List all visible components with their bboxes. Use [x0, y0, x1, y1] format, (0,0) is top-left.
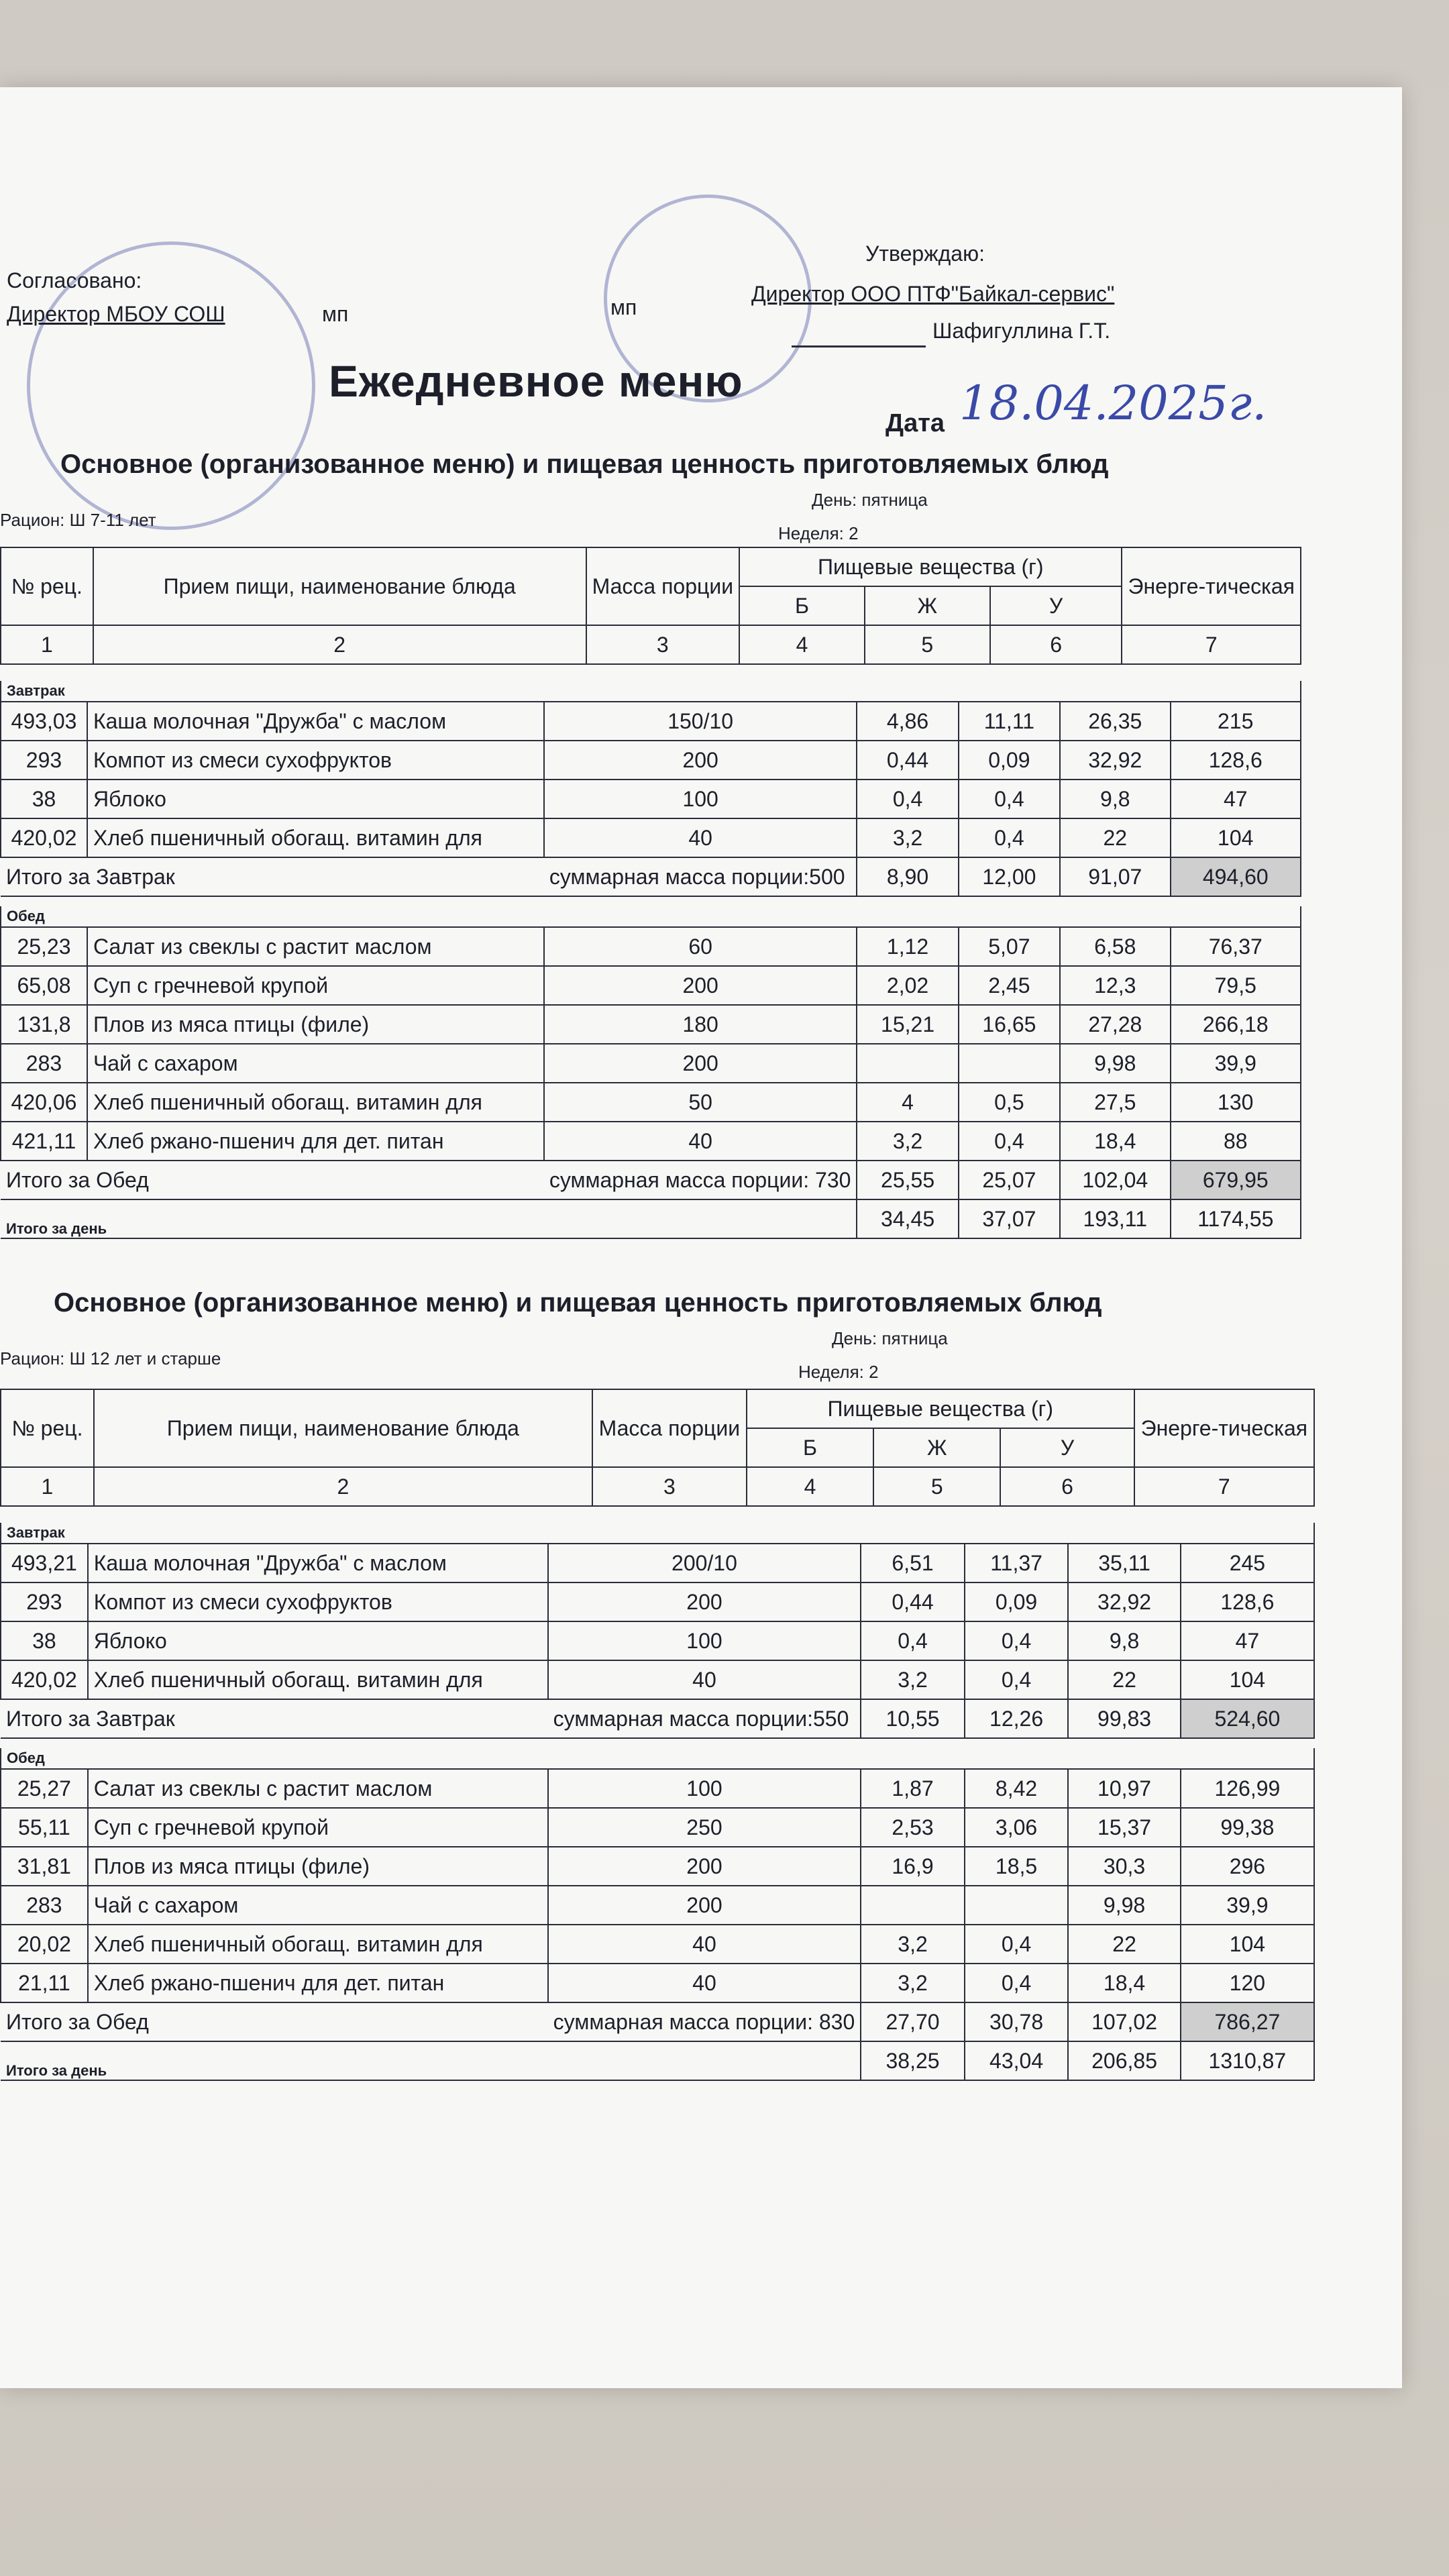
mp-right: мп: [610, 295, 637, 319]
carbs: 6,58: [1060, 927, 1170, 966]
recipe-number: 25,27: [1, 1769, 88, 1808]
table-row: [1, 1005, 1301, 1044]
portion-mass: 200/10: [548, 1544, 861, 1582]
carbs: 12,3: [1060, 966, 1170, 1005]
section2-day: День: пятница: [832, 1328, 948, 1348]
table-row: [1, 1769, 1314, 1808]
protein: 0,44: [857, 741, 958, 780]
table-row: [1, 1544, 1314, 1582]
col-nutrients: Пищевые вещества (г): [739, 547, 1122, 586]
dish-name: Чай с сахаром: [88, 1886, 548, 1925]
carbs: 30,3: [1068, 1847, 1180, 1886]
portion-mass: 180: [544, 1005, 857, 1044]
meal-total-row: [1, 2002, 1314, 2041]
col-u: У: [990, 586, 1122, 625]
recipe-number: 283: [1, 1044, 87, 1083]
fat-total: 12,00: [959, 857, 1060, 896]
protein: 0,4: [861, 1621, 965, 1660]
portion-mass: 200: [544, 741, 857, 780]
col-name: Прием пищи, наименование блюда: [94, 1389, 592, 1467]
dish-name: Хлеб ржано-пшенич для дет. питан: [87, 1122, 544, 1161]
dish-name: Компот из смеси сухофруктов: [88, 1582, 548, 1621]
dish-name: Плов из мяса птицы (филе): [87, 1005, 544, 1044]
fat: 16,65: [959, 1005, 1060, 1044]
meal-total-label: Итого за Обед: [1, 1161, 544, 1199]
protein: 4: [857, 1083, 958, 1122]
carbs: 9,98: [1068, 1886, 1180, 1925]
energy: 126,99: [1181, 1769, 1314, 1808]
col-energy: Энерге-тическая: [1122, 547, 1301, 625]
energy: 39,9: [1181, 1886, 1314, 1925]
col-idx: 1: [1, 1467, 94, 1506]
approve-label: Утверждаю:: [865, 241, 985, 266]
agreed-label: Согласовано:: [7, 268, 142, 292]
table-row: [1, 780, 1301, 818]
protein-total: 27,70: [861, 2002, 965, 2041]
carbs: 32,92: [1060, 741, 1170, 780]
fat: 0,09: [959, 741, 1060, 780]
table-row: [1, 1925, 1314, 1964]
energy: 266,18: [1171, 1005, 1301, 1044]
fat: 3,06: [965, 1808, 1069, 1847]
recipe-number: 65,08: [1, 966, 87, 1005]
carbs-day: 193,11: [1060, 1199, 1170, 1238]
col-b: Б: [747, 1428, 873, 1467]
lunch-label-row: [1, 1748, 1314, 1769]
portion-mass: 50: [544, 1083, 857, 1122]
protein: 3,2: [857, 1122, 958, 1161]
col-idx: 5: [873, 1467, 1000, 1506]
col-idx: 3: [592, 1467, 747, 1506]
fat: 0,4: [965, 1964, 1069, 2002]
lunch-label: Обед: [1, 906, 1301, 927]
energy: 130: [1171, 1083, 1301, 1122]
dish-name: Яблоко: [87, 780, 544, 818]
director-right: Директор ООО ПТФ"Байкал-сервис": [751, 282, 1115, 306]
date-value: 18.04.2025г.: [959, 376, 1267, 431]
protein-total: 10,55: [861, 1699, 965, 1738]
meal-total-mass: суммарная масса порции: 830: [548, 2002, 861, 2041]
fat: 0,4: [965, 1621, 1069, 1660]
carbs: 10,97: [1068, 1769, 1180, 1808]
protein: 6,51: [861, 1544, 965, 1582]
col-u: У: [1000, 1428, 1134, 1467]
col-num: № рец.: [1, 547, 93, 625]
col-idx: 7: [1134, 1467, 1314, 1506]
section1-body-table: [0, 681, 1301, 1239]
col-idx: 2: [94, 1467, 592, 1506]
dish-name: Суп с гречневой крупой: [88, 1808, 548, 1847]
portion-mass: 100: [548, 1621, 861, 1660]
dish-name: Хлеб пшеничный обогащ. витамин для: [87, 818, 544, 857]
col-idx: 4: [739, 625, 865, 664]
energy: 76,37: [1171, 927, 1301, 966]
energy: 128,6: [1181, 1582, 1314, 1621]
meal-total-row: [1, 857, 1301, 896]
recipe-number: 21,11: [1, 1964, 88, 2002]
recipe-number: 55,11: [1, 1808, 88, 1847]
protein-day: 38,25: [861, 2041, 965, 2080]
portion-mass: 40: [548, 1925, 861, 1964]
section1-ration: Рацион: Ш 7-11 лет: [0, 510, 156, 530]
col-name: Прием пищи, наименование блюда: [93, 547, 586, 625]
table-row: [1, 1660, 1314, 1699]
fat: [959, 1044, 1060, 1083]
recipe-number: 493,21: [1, 1544, 88, 1582]
energy-day: 1174,55: [1171, 1199, 1301, 1238]
director-left: Директор МБОУ СОШ: [7, 302, 225, 326]
protein-total: 8,90: [857, 857, 958, 896]
energy: 104: [1181, 1660, 1314, 1699]
fat-day: 43,04: [965, 2041, 1069, 2080]
col-idx: 6: [1000, 1467, 1134, 1506]
page-title: Ежедневное меню: [329, 356, 743, 406]
breakfast-label-row: [1, 681, 1301, 702]
section1-header-table: [0, 547, 1301, 665]
fat-day: 37,07: [959, 1199, 1060, 1238]
lunch-label: Обед: [1, 1748, 1314, 1769]
carbs-total: 102,04: [1060, 1161, 1170, 1199]
dish-name: Каша молочная "Дружба" с маслом: [87, 702, 544, 741]
carbs-total: 91,07: [1060, 857, 1170, 896]
spacer: [1, 896, 1301, 906]
fat: 18,5: [965, 1847, 1069, 1886]
meal-total-mass: суммарная масса порции:500: [544, 857, 857, 896]
protein: 4,86: [857, 702, 958, 741]
protein: 2,53: [861, 1808, 965, 1847]
col-idx: 3: [586, 625, 740, 664]
col-idx: 1: [1, 625, 93, 664]
protein: 2,02: [857, 966, 958, 1005]
table-row: [1, 1582, 1314, 1621]
recipe-number: 31,81: [1, 1847, 88, 1886]
fat: 0,4: [965, 1660, 1069, 1699]
col-idx: 4: [747, 1467, 873, 1506]
carbs: 35,11: [1068, 1544, 1180, 1582]
energy: 39,9: [1171, 1044, 1301, 1083]
portion-mass: 40: [548, 1964, 861, 2002]
dish-name: Хлеб пшеничный обогащ. витамин для: [87, 1083, 544, 1122]
fat: 8,42: [965, 1769, 1069, 1808]
carbs: 9,8: [1060, 780, 1170, 818]
protein-day: 34,45: [857, 1199, 958, 1238]
fat: 0,4: [959, 818, 1060, 857]
table-row: [1, 1964, 1314, 2002]
section2-ration: Рацион: Ш 12 лет и старше: [0, 1348, 221, 1368]
fat: 0,4: [959, 1122, 1060, 1161]
fat: 0,5: [959, 1083, 1060, 1122]
protein: [857, 1044, 958, 1083]
energy: 245: [1181, 1544, 1314, 1582]
carbs-day: 206,85: [1068, 2041, 1180, 2080]
mp-left: мп: [322, 302, 349, 326]
recipe-number: 293: [1, 1582, 88, 1621]
energy: 47: [1171, 780, 1301, 818]
lunch-label-row: [1, 906, 1301, 927]
fat: 2,45: [959, 966, 1060, 1005]
portion-mass: 150/10: [544, 702, 857, 741]
energy: 104: [1181, 1925, 1314, 1964]
protein: 0,44: [861, 1582, 965, 1621]
dish-name: Плов из мяса птицы (филе): [88, 1847, 548, 1886]
energy-total: 494,60: [1171, 857, 1301, 896]
carbs: 27,28: [1060, 1005, 1170, 1044]
col-idx: 7: [1122, 625, 1301, 664]
table-row: [1, 966, 1301, 1005]
recipe-number: 421,11: [1, 1122, 87, 1161]
energy: 99,38: [1181, 1808, 1314, 1847]
fat: 0,4: [959, 780, 1060, 818]
protein: [861, 1886, 965, 1925]
carbs: 22: [1060, 818, 1170, 857]
table-row: [1, 1621, 1314, 1660]
fat: 0,4: [965, 1925, 1069, 1964]
col-mass: Масса порции: [592, 1389, 747, 1467]
col-energy: Энерге-тическая: [1134, 1389, 1314, 1467]
recipe-number: 283: [1, 1886, 88, 1925]
fat: 11,11: [959, 702, 1060, 741]
carbs: 22: [1068, 1660, 1180, 1699]
dish-name: Хлеб пшеничный обогащ. витамин для: [88, 1660, 548, 1699]
dish-name: Хлеб пшеничный обогащ. витамин для: [88, 1925, 548, 1964]
recipe-number: 38: [1, 780, 87, 818]
protein: 3,2: [861, 1964, 965, 2002]
energy: 104: [1171, 818, 1301, 857]
col-zh: Ж: [873, 1428, 1000, 1467]
protein: 3,2: [857, 818, 958, 857]
table-row: [1, 702, 1301, 741]
meal-total-label: Итого за Завтрак: [1, 857, 544, 896]
col-idx: 2: [93, 625, 586, 664]
recipe-number: 25,23: [1, 927, 87, 966]
carbs: 32,92: [1068, 1582, 1180, 1621]
dish-name: Яблоко: [88, 1621, 548, 1660]
col-num: № рец.: [1, 1389, 94, 1467]
protein: 1,12: [857, 927, 958, 966]
fat: 0,09: [965, 1582, 1069, 1621]
signature-line: [792, 345, 926, 347]
portion-mass: 60: [544, 927, 857, 966]
col-idx: 5: [865, 625, 990, 664]
meal-total-label: Итого за Завтрак: [1, 1699, 548, 1738]
protein: 3,2: [861, 1660, 965, 1699]
energy: 215: [1171, 702, 1301, 741]
portion-mass: 200: [548, 1847, 861, 1886]
portion-mass: 200: [544, 1044, 857, 1083]
fat-total: 12,26: [965, 1699, 1069, 1738]
section2-week: Неделя: 2: [798, 1362, 879, 1382]
energy: 88: [1171, 1122, 1301, 1161]
energy-total: 786,27: [1181, 2002, 1314, 2041]
section1-day: День: пятница: [812, 490, 928, 510]
portion-mass: 100: [548, 1769, 861, 1808]
carbs: 22: [1068, 1925, 1180, 1964]
table-row: [1, 741, 1301, 780]
recipe-number: 20,02: [1, 1925, 88, 1964]
day-total-label: Итого за день: [1, 2041, 861, 2080]
spacer-row: [1, 896, 1301, 906]
protein: 16,9: [861, 1847, 965, 1886]
day-total-row: [1, 2041, 1314, 2080]
spacer: [1, 1738, 1314, 1748]
section2-header-table: [0, 1389, 1315, 1507]
table-row: [1, 1886, 1314, 1925]
protein: 1,87: [861, 1769, 965, 1808]
col-b: Б: [739, 586, 865, 625]
table-row: [1, 1122, 1301, 1161]
energy: 128,6: [1171, 741, 1301, 780]
recipe-number: 38: [1, 1621, 88, 1660]
recipe-number: 420,06: [1, 1083, 87, 1122]
dish-name: Чай с сахаром: [87, 1044, 544, 1083]
fat: 11,37: [965, 1544, 1069, 1582]
spacer-row: [1, 1738, 1314, 1748]
col-mass: Масса порции: [586, 547, 740, 625]
section1-week: Неделя: 2: [778, 523, 859, 543]
col-nutrients: Пищевые вещества (г): [747, 1389, 1134, 1428]
energy-day: 1310,87: [1181, 2041, 1314, 2080]
table-row: [1, 818, 1301, 857]
portion-mass: 200: [548, 1582, 861, 1621]
date-label: Дата: [885, 409, 945, 437]
menu-document: [0, 87, 1402, 2388]
protein: 3,2: [861, 1925, 965, 1964]
table-row: [1, 1847, 1314, 1886]
signatory-name: Шафигуллина Г.Т.: [932, 319, 1111, 343]
dish-name: Суп с гречневой крупой: [87, 966, 544, 1005]
recipe-number: 293: [1, 741, 87, 780]
recipe-number: 420,02: [1, 1660, 88, 1699]
section1-subtitle: Основное (организованное меню) и пищевая ценность приготовляемых блюд: [60, 449, 1109, 479]
dish-name: Компот из смеси сухофруктов: [87, 741, 544, 780]
col-zh: Ж: [865, 586, 990, 625]
carbs: 18,4: [1060, 1122, 1170, 1161]
carbs-total: 107,02: [1068, 2002, 1180, 2041]
carbs: 27,5: [1060, 1083, 1170, 1122]
meal-total-mass: суммарная масса порции: 730: [544, 1161, 857, 1199]
table-row: [1, 1083, 1301, 1122]
day-total-label: Итого за день: [1, 1199, 857, 1238]
table-row: [1, 927, 1301, 966]
recipe-number: 420,02: [1, 818, 87, 857]
energy: 296: [1181, 1847, 1314, 1886]
breakfast-label: Завтрак: [1, 1523, 1314, 1544]
fat-total: 25,07: [959, 1161, 1060, 1199]
recipe-number: 131,8: [1, 1005, 87, 1044]
dish-name: Каша молочная "Дружба" с маслом: [88, 1544, 548, 1582]
recipe-number: 493,03: [1, 702, 87, 741]
table-row: [1, 1808, 1314, 1847]
fat: [965, 1886, 1069, 1925]
portion-mass: 200: [548, 1886, 861, 1925]
protein: 0,4: [857, 780, 958, 818]
portion-mass: 250: [548, 1808, 861, 1847]
carbs-total: 99,83: [1068, 1699, 1180, 1738]
portion-mass: 100: [544, 780, 857, 818]
breakfast-label-row: [1, 1523, 1314, 1544]
energy-total: 679,95: [1171, 1161, 1301, 1199]
carbs: 18,4: [1068, 1964, 1180, 2002]
breakfast-label: Завтрак: [1, 681, 1301, 702]
portion-mass: 40: [548, 1660, 861, 1699]
table-row: [1, 1044, 1301, 1083]
portion-mass: 40: [544, 818, 857, 857]
meal-total-row: [1, 1699, 1314, 1738]
dish-name: Хлеб ржано-пшенич для дет. питан: [88, 1964, 548, 2002]
section2-body-table: [0, 1523, 1315, 2081]
day-total-row: [1, 1199, 1301, 1238]
meal-total-label: Итого за Обед: [1, 2002, 548, 2041]
dish-name: Салат из свеклы с растит маслом: [87, 927, 544, 966]
energy: 47: [1181, 1621, 1314, 1660]
energy-total: 524,60: [1181, 1699, 1314, 1738]
carbs: 15,37: [1068, 1808, 1180, 1847]
protein-total: 25,55: [857, 1161, 958, 1199]
protein: 15,21: [857, 1005, 958, 1044]
portion-mass: 200: [544, 966, 857, 1005]
fat-total: 30,78: [965, 2002, 1069, 2041]
dish-name: Салат из свеклы с растит маслом: [88, 1769, 548, 1808]
energy: 79,5: [1171, 966, 1301, 1005]
section2-subtitle: Основное (организованное меню) и пищевая ценность приготовляемых блюд: [54, 1288, 1102, 1318]
carbs: 9,98: [1060, 1044, 1170, 1083]
carbs: 9,8: [1068, 1621, 1180, 1660]
meal-total-mass: суммарная масса порции:550: [548, 1699, 861, 1738]
portion-mass: 40: [544, 1122, 857, 1161]
fat: 5,07: [959, 927, 1060, 966]
col-idx: 6: [990, 625, 1122, 664]
energy: 120: [1181, 1964, 1314, 2002]
carbs: 26,35: [1060, 702, 1170, 741]
meal-total-row: [1, 1161, 1301, 1199]
